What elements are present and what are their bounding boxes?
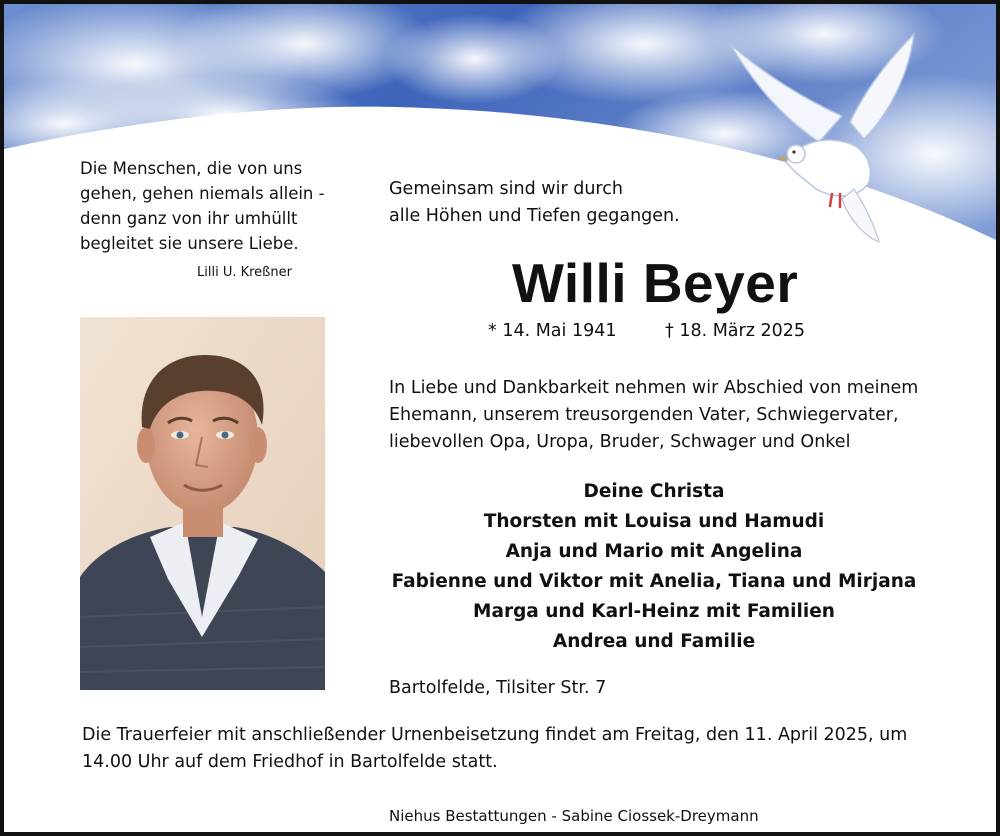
intro-text [389, 375, 918, 456]
ceremony-line: 14.00 Uhr auf dem Friedhof in Bartolfelde statt. [82, 752, 498, 772]
poem-line: gehen, gehen niemals allein - [80, 184, 325, 203]
mourner-entry: Andrea und Familie [552, 631, 756, 652]
mourner-entry: Anja und Mario mit Angelina [505, 541, 803, 562]
motto [389, 176, 680, 230]
mourners-list [389, 477, 919, 657]
ceremony-notice [82, 722, 962, 776]
poem-line: begleitet sie unsere Liebe. [80, 234, 299, 253]
deceased-name: Willi Beyer [512, 252, 799, 314]
ceremony-line: Die Trauerfeier mit anschließender Urnenbeisetzung findet am Freitag, den 11. April 2025, um [82, 725, 908, 745]
poem-line: denn ganz von ihr umhüllt [80, 209, 298, 228]
death-date: † 18. März 2025 [665, 321, 806, 341]
mourner-entry: Marga und Karl-Heinz mit Familien [473, 601, 835, 622]
mourner-entry: Fabienne und Viktor mit Anelia, Tiana und Mirjana [391, 571, 917, 592]
intro-line: Ehemann, unserem treusorgenden Vater, Schwiegervater, [389, 405, 899, 425]
poem [80, 156, 325, 256]
motto-line: alle Höhen und Tiefen gegangen. [389, 206, 680, 226]
undertaker-credit: Niehus Bestattungen - Sabine Ciossek-Dreymann [389, 807, 759, 825]
poem-line: Die Menschen, die von uns [80, 159, 303, 178]
poem-author: Lilli U. Kreßner [197, 265, 292, 280]
mourner-entry: Thorsten mit Louisa und Hamudi [483, 511, 825, 532]
birth-date: * 14. Mai 1941 [488, 321, 617, 341]
family-address: Bartolfelde, Tilsiter Str. 7 [389, 678, 607, 698]
intro-line: liebevollen Opa, Uropa, Bruder, Schwager und Onkel [389, 432, 851, 452]
portrait-photo [80, 317, 325, 690]
motto-line: Gemeinsam sind wir durch [389, 179, 623, 199]
intro-line: In Liebe und Dankbarkeit nehmen wir Abschied von meinem [389, 378, 919, 398]
mourner-entry: Deine Christa [583, 481, 725, 502]
